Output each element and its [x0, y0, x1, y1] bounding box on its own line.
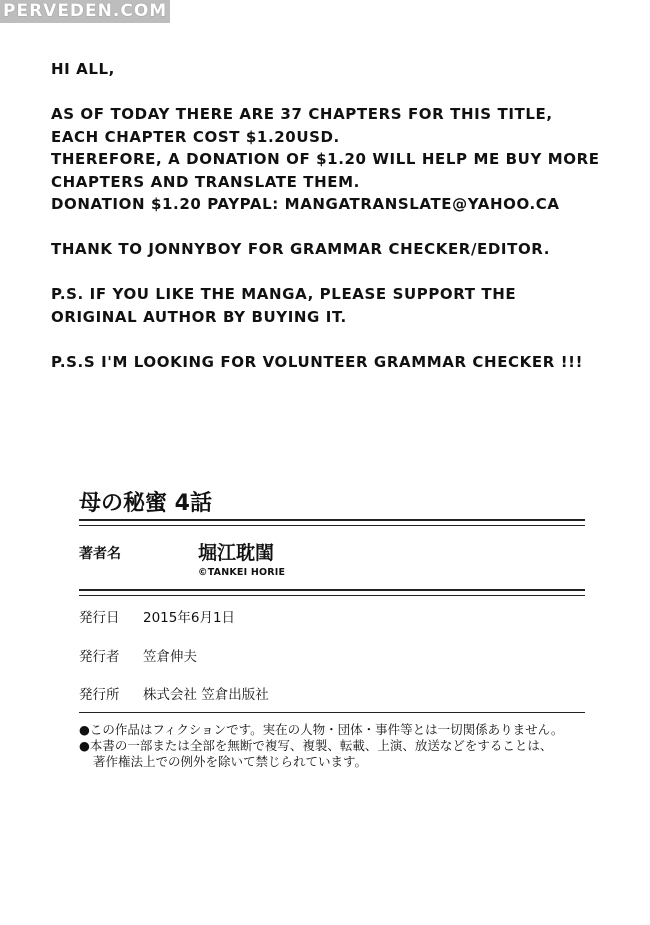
- note-greeting: HI ALL,: [51, 60, 115, 78]
- note-line: CHAPTERS AND TRANSLATE THEM.: [51, 172, 360, 191]
- publish-date-value: 2015年6月1日: [143, 610, 236, 626]
- disclaimer-copyright: ●本書の一部または全部を無断で複写、複製、転載、上演、放送などをすることは、: [79, 738, 553, 753]
- publisher-company-label: 発行所: [79, 687, 120, 703]
- author-name: 堀江耽閨: [198, 542, 275, 564]
- author-divider: [79, 589, 585, 596]
- publisher-person-value: 笠倉伸夫: [143, 649, 197, 665]
- site-watermark: PERVEDEN.COM: [0, 0, 170, 23]
- note-line: EACH CHAPTER COST $1.20USD.: [51, 127, 340, 146]
- publish-date-label: 発行日: [79, 610, 120, 626]
- publisher-company-value: 株式会社 笠倉出版社: [143, 687, 269, 703]
- note-line: THEREFORE, A DONATION OF $1.20 WILL HELP ME BUY MORE: [51, 150, 600, 168]
- translator-note: [51, 58, 641, 373]
- title-divider: [79, 519, 585, 526]
- colophon-title: 母の秘蜜 4話: [79, 491, 212, 516]
- disclaimer-copyright-cont: 著作権法上での例外を除いて禁じられています。: [93, 754, 368, 769]
- author-label: 著者名: [79, 546, 121, 562]
- publication-divider: [79, 712, 585, 713]
- note-thanks: THANK TO JONNYBOY FOR GRAMMAR CHECKER/EDITOR.: [51, 240, 551, 258]
- note-donation-line: DONATION $1.20 PAYPAL: MANGATRANSLATE@YAHOO.CA: [51, 195, 560, 213]
- publisher-person-label: 発行者: [79, 649, 120, 665]
- disclaimer-fiction: ●この作品はフィクションです。実在の人物・団体・事件等とは一切関係ありません。: [79, 722, 564, 737]
- note-line: AS OF TODAY THERE ARE 37 CHAPTERS FOR THIS TITLE,: [51, 105, 553, 123]
- copyright-notice: ©TANKEI HORIE: [198, 567, 286, 578]
- note-pss: P.S.S I'M LOOKING FOR VOLUNTEER GRAMMAR CHECKER !!!: [51, 352, 584, 371]
- disclaimers: [79, 722, 563, 770]
- note-ps-line: ORIGINAL AUTHOR BY BUYING IT.: [51, 307, 347, 326]
- note-ps-line: P.S. IF YOU LIKE THE MANGA, PLEASE SUPPORT THE: [51, 285, 517, 303]
